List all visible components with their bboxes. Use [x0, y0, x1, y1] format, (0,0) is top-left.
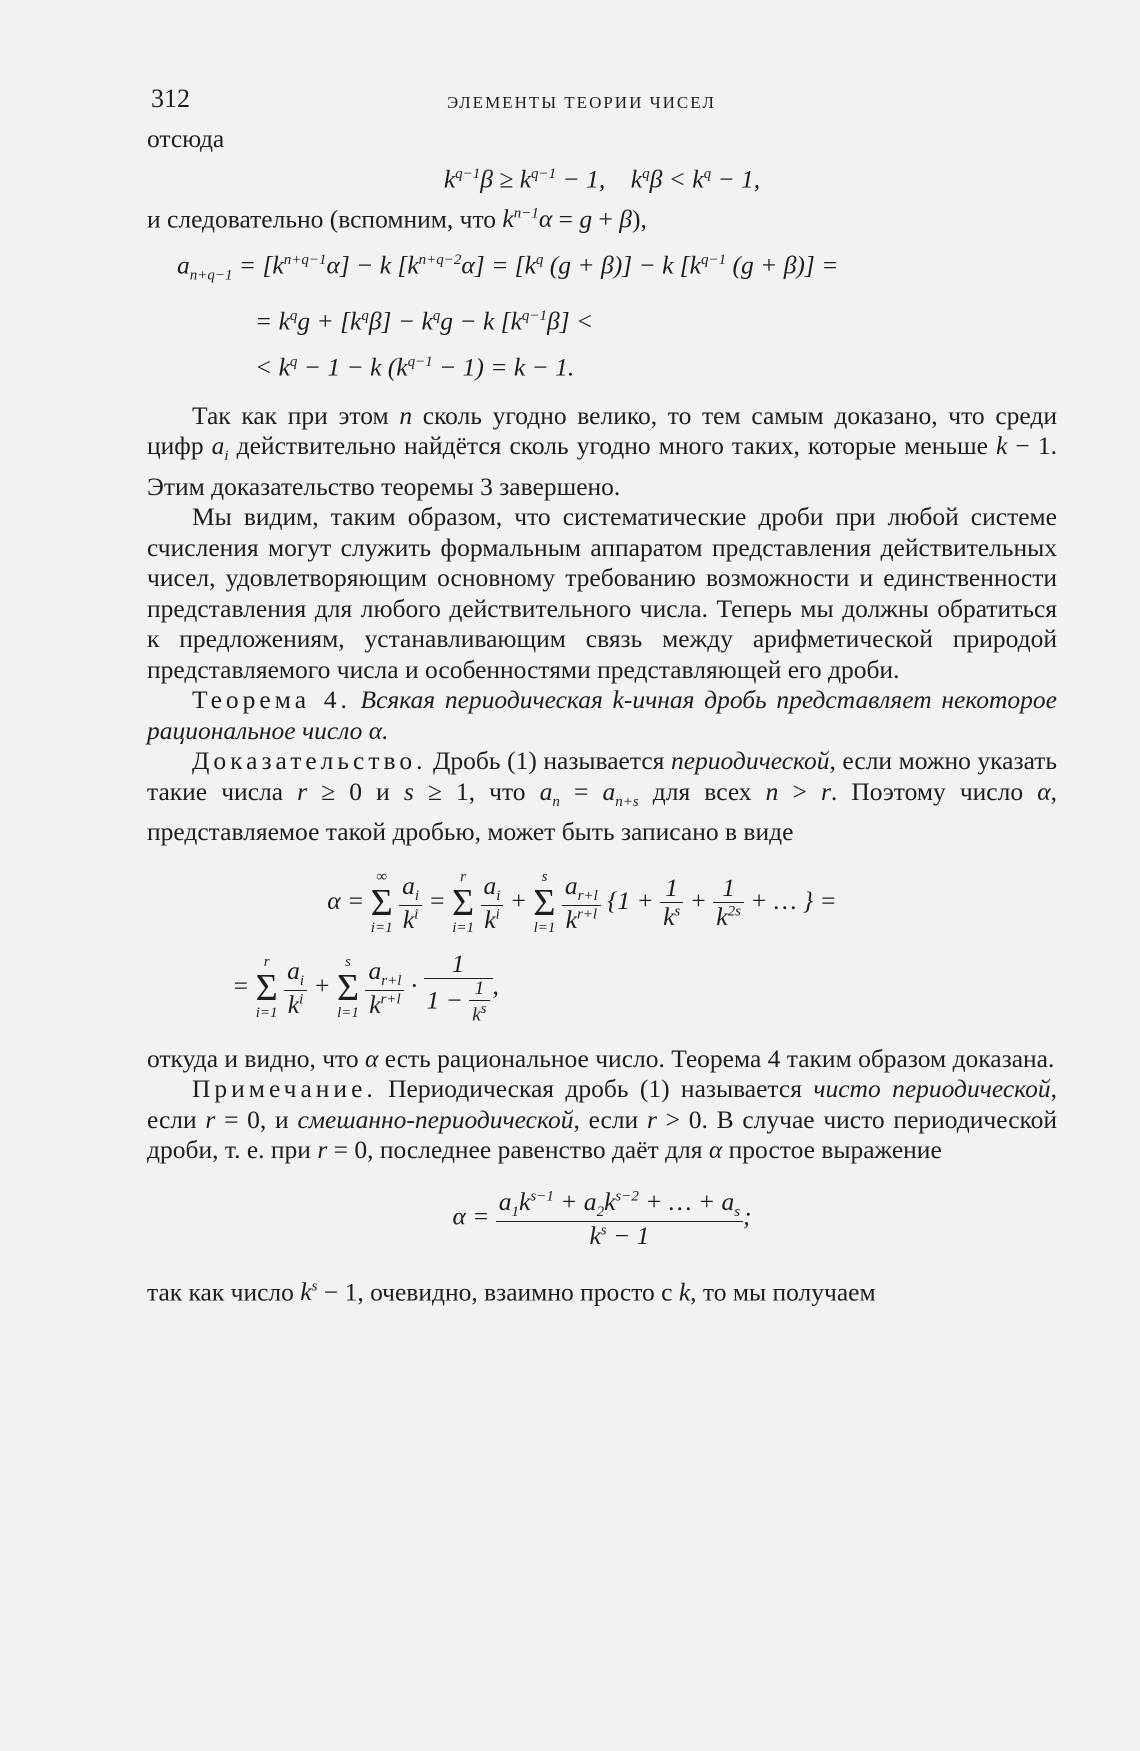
running-head: ЭЛЕМЕНТЫ ТЕОРИИ ЧИСЕЛ — [447, 93, 716, 112]
paragraph-proof-end: Так как при этом n сколь угодно велико, то тем самым доказано, что среди цифр $a_i$ действительно найдётся сколь угодно много таких, которые меньше k − 1. Этим доказательство теоремы 3 завершено. — [147, 400, 1057, 501]
page-header — [147, 84, 1057, 124]
page-number: 312 — [151, 84, 190, 113]
remark-paragraph: Примечание. Периодическая дробь (1) называется чисто периодической, если r = 0, и смешанно-периодической, если r > 0. В случае чисто периодической дроби, т. е. при r = 0, последнее равенство даёт для α простое выражение — [147, 1074, 1058, 1165]
book-page — [147, 84, 1057, 1724]
formula-pure-periodic: α = $\frac{a_1k^{s-1} + a_2k^{s-2} + \dots + a_s}{k^s - 1}$ ; — [452, 1186, 752, 1250]
proof-paragraph: Доказательство. Дробь (1) называется периодической, если можно указать такие числа r ≥ 0 и s ≥ 1, что $a_n = a_{n+s}$ для всех n > r. Поэтому число α, представляемое такой дробью, может быть записано в виде — [147, 746, 1058, 847]
consequence-line: и следовательно (вспомним, что $k^{n-1}\alpha = g + \beta$), — [147, 204, 647, 233]
theorem-4-text: Всякая периодическая k-ичная дробь представляет некоторое рациональное число α. — [147, 685, 1057, 745]
theorem-4-label: Теорема 4. — [192, 685, 351, 715]
paragraph-coprime: так как число $k^s - 1$, очевидно, взаимно просто с k, то мы получаем — [147, 1277, 876, 1307]
proof-label: Доказательство. — [192, 746, 427, 776]
formula-series-line-2: = r Σ i=1 $\frac{a_i}{k^i}$ + s Σ l=1 $\frac{a_{r+l}}{k^{r+l}}$ · 1 1 − $\frac{1}{k^s}$ , — [232, 948, 499, 1026]
paragraph-rational: откуда и видно, что α есть рациональное число. Теорема 4 таким образом доказана. — [147, 1043, 1055, 1073]
formula-digit-line-2: = $k^qg + [k^q\beta] - k^qg - k$ $[k^{q-1}\beta]$ < — [255, 306, 594, 336]
formula-inequalities: $k^{q-1}\beta \ge k^{q-1} - 1$, $k^q\beta < k^q - 1$, — [443, 164, 761, 193]
remark-label: Примечание. — [192, 1074, 377, 1104]
formula-series-line-1: α = ∞ Σ i=1 $\frac{a_i}{k^i}$ = r Σ i=1 $\frac{a_i}{k^i}$ + s Σ l=1 $\frac{a_{r+l}}{k^{r+l}}$ {1 + $\frac{1}{k^s}$ + $\frac{1}{k^{2s}}$ + … } = — [327, 868, 837, 936]
formula-digit-line-1: $a_{n+q-1} = [k^{n+q-1}\alpha] - k$ $[k^{n+q-2}\alpha] = [k^q$ (g + β)] − k [$k^{q-1}$ (g + β)] = — [177, 250, 839, 284]
formula-digit-line-3: < $k^q - 1 - k$ $(k^{q-1} - 1) = k - 1$. — [255, 352, 575, 382]
intro-line: отсюда — [147, 124, 225, 153]
theorem-4 — [147, 685, 1057, 746]
paragraph-systematic-fractions: Мы видим, таким образом, что систематические дроби при любой системе счисления могут служить формальным аппаратом представления действительных чисел, удовлетворяющим основному требованию возможности и единственности представления для любого действительного числа. Теперь мы должны обратиться к предложениям, устанавливающим связь между арифметической природой представляемого числа и особенностями представляющей его дроби. — [147, 502, 1057, 684]
